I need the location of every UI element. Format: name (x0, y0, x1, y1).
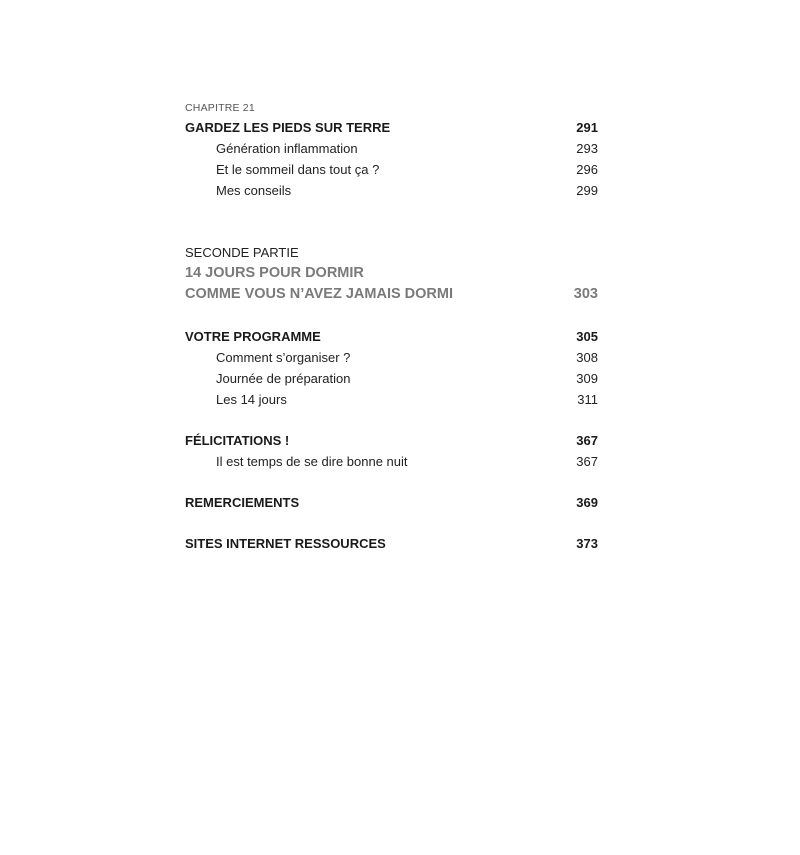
part-title-text: COMME VOUS N’AVEZ JAMAIS DORMI (185, 286, 453, 302)
spacer (185, 305, 598, 326)
part-title-line-1 (185, 263, 598, 284)
toc-entry-page: 303 (573, 286, 598, 302)
part-label: SECONDE PARTIE (185, 245, 299, 260)
toc-entry-title: FÉLICITATIONS ! (185, 433, 290, 448)
toc-entry-title: GARDEZ LES PIEDS SUR TERRE (185, 120, 391, 135)
toc-subentry-page: 367 (576, 454, 598, 469)
toc-subentry[interactable] (185, 368, 598, 389)
chapter-label: CHAPITRE 21 (185, 102, 255, 114)
toc-entry-part-2[interactable] (185, 284, 598, 305)
toc-subentry[interactable] (185, 389, 598, 410)
toc-subentry-title: Génération inflammation (216, 141, 358, 156)
toc-subentry-page: 299 (576, 183, 598, 198)
toc-subentry-page: 296 (576, 162, 598, 177)
toc-entry-sites[interactable] (185, 533, 598, 554)
toc-subentry-title: Il est temps de se dire bonne nuit (216, 454, 408, 469)
table-of-contents (185, 100, 598, 554)
toc-subentry[interactable] (185, 451, 598, 472)
toc-entry-title: SITES INTERNET RESSOURCES (185, 536, 386, 551)
toc-subentry-page: 293 (576, 141, 598, 156)
toc-subentry[interactable] (185, 159, 598, 180)
toc-entry-page: 305 (576, 329, 598, 344)
spacer (185, 410, 598, 430)
toc-subentry-title: Comment s’organiser ? (216, 350, 351, 365)
toc-entry-programme[interactable] (185, 326, 598, 347)
toc-subentry[interactable] (185, 138, 598, 159)
toc-entry-remerciements[interactable] (185, 492, 598, 513)
toc-subentry-page: 309 (576, 371, 598, 386)
toc-entry-felicitations[interactable] (185, 430, 598, 451)
toc-subentry-title: Les 14 jours (216, 392, 287, 407)
toc-subentry[interactable] (185, 180, 598, 201)
toc-subentry-title: Mes conseils (216, 183, 292, 198)
toc-subentry-title: Journée de préparation (216, 371, 351, 386)
toc-entry-title: REMERCIEMENTS (185, 495, 300, 510)
toc-subentry-page: 311 (577, 392, 598, 407)
spacer (185, 472, 598, 492)
toc-entry-page: 367 (576, 433, 598, 448)
part-title-text: 14 JOURS POUR DORMIR (185, 265, 364, 281)
spacer (185, 201, 598, 243)
toc-subentry-title: Et le sommeil dans tout ça ? (216, 162, 380, 177)
toc-entry-page: 369 (576, 495, 598, 510)
toc-entry-chapter-21[interactable] (185, 117, 598, 138)
toc-subentry[interactable] (185, 347, 598, 368)
toc-entry-page: 291 (576, 120, 598, 135)
spacer (185, 513, 598, 533)
toc-entry-page: 373 (576, 536, 598, 551)
toc-subentry-page: 308 (576, 350, 598, 365)
toc-entry-title: VOTRE PROGRAMME (185, 329, 321, 344)
